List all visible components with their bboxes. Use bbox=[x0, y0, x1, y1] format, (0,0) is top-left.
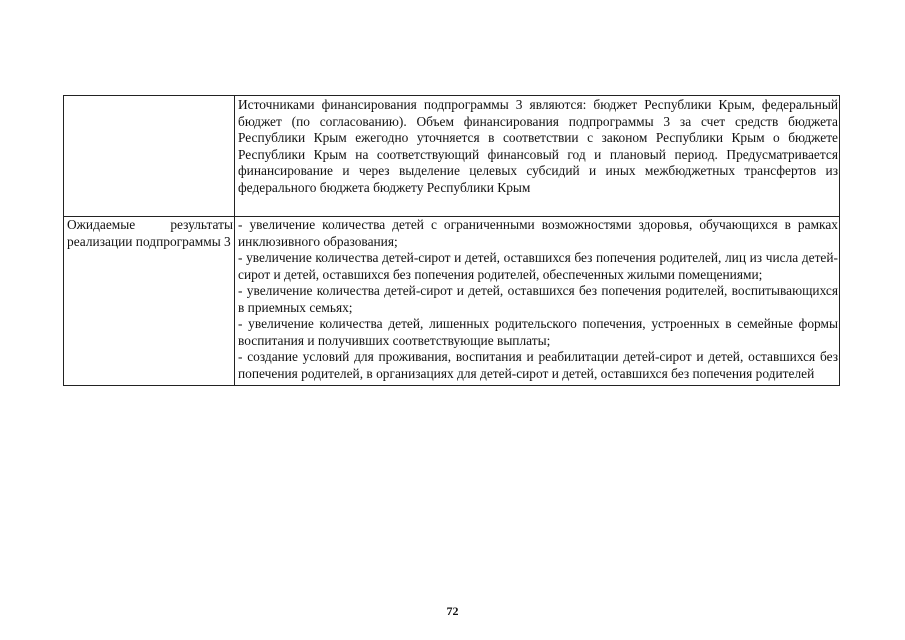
funding-sources-text: Источниками финансирования подпрограммы 3 являются: бюджет Республики Крым, федеральный бюджет (по согласованию). Объем финансирования подпрограммы 3 за счет средств бюджета Республики Крым ежегодно уточняется в соответствии с законом Республики Крым о бюджете Республики Крым на соответствующий финансовый год и плановый период. Предусматривается финансирование и через выделение целевых субсидий и иных межбюджетных трансфертов из федерального бюджета бюджету Республики Крым bbox=[238, 97, 838, 195]
expected-results-list-cell bbox=[235, 217, 840, 386]
expected-result-item: - увеличение количества детей-сирот и детей, оставшихся без попечения родителей, лиц из числа детей-сирот и детей, оставшихся без попечения родителей, обеспеченных жилыми помещениями; bbox=[238, 250, 838, 282]
expected-result-item: - увеличение количества детей, лишенных родительского попечения, устроенных в семейные формы воспитания и получивших соответствующие выплаты; bbox=[238, 316, 838, 348]
funding-sources-row bbox=[64, 96, 840, 217]
page-number: 72 bbox=[446, 604, 459, 618]
expected-result-item: - создание условий для проживания, воспитания и реабилитации детей-сирот и детей, оставшихся без попечения родителей, в организациях для детей-сирот и детей, оставшихся без попечения родителей bbox=[238, 349, 838, 381]
expected-results-label: Ожидаемые результаты реализации подпрограммы 3 bbox=[67, 217, 233, 249]
expected-results-label-cell bbox=[64, 217, 235, 386]
program-passport-table bbox=[63, 95, 840, 386]
funding-sources-label-cell bbox=[64, 96, 235, 217]
funding-sources-text-cell bbox=[235, 96, 840, 217]
expected-result-item: - увеличение количества детей-сирот и детей, оставшихся без попечения родителей, воспитывающихся в приемных семьях; bbox=[238, 283, 838, 315]
expected-results-row bbox=[64, 217, 840, 386]
expected-result-item: - увеличение количества детей с ограниченными возможностями здоровья, обучающихся в рамках инклюзивного образования; bbox=[238, 217, 838, 249]
